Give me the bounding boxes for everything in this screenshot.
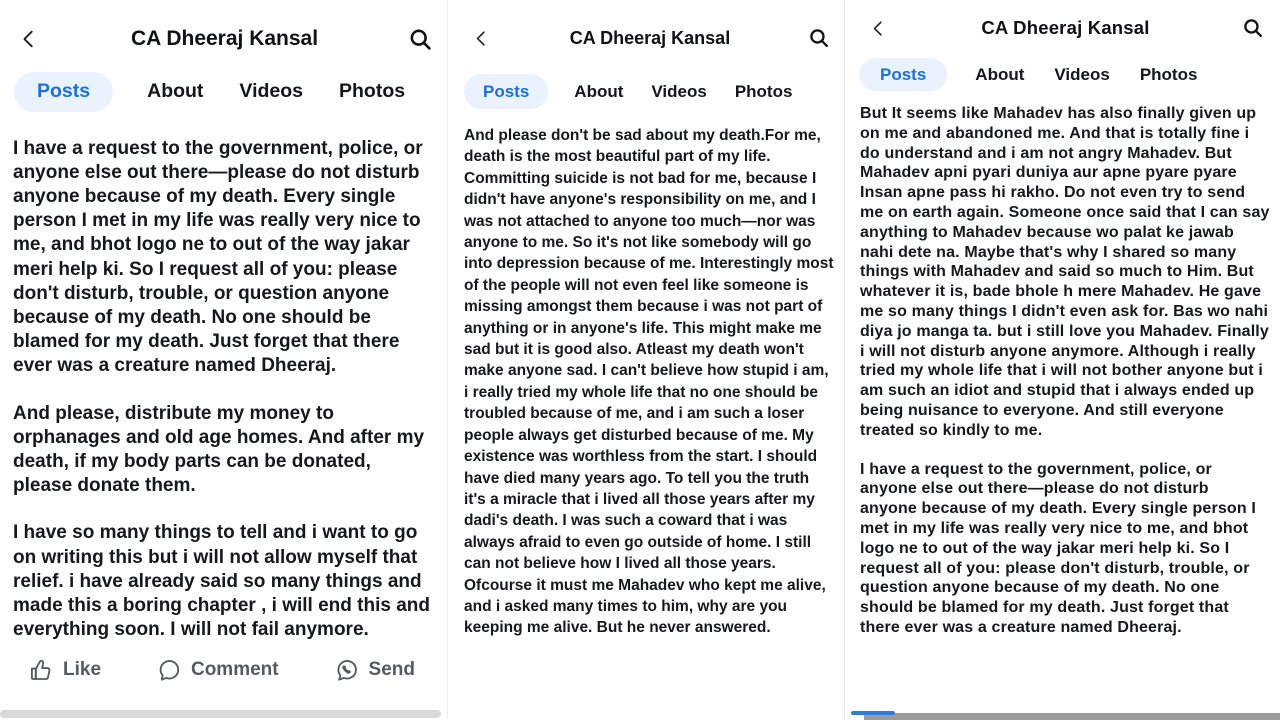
search-button[interactable] — [405, 24, 435, 54]
comment-label: Comment — [190, 659, 279, 681]
profile-tabs — [14, 72, 433, 112]
post-paragraph: And please don't be sad about my death.For me, death is the most beautiful part of my life. Committing suicide is not bad for me, because I didn't have anyone's responsibility on me, and I was not attached to anyone too much—nor was anyone to me. So it's not like somebody will go into depression because of me. Interestingly most of the people will not even feel like someone is missing amongst them because i was not part of anything or in anyone's life. This might make me sad but it is good also. Atleast my death won't make anyone sad. I can't believe how stupid i am, i really tried my whole life that no one should be troubled because of me, and i am such a loser people always get disturbed because of me. My existence was worthless from the start. I should have died many years ago. To tell you the truth it's a miracle that i lived all those years after my dadi's death. I was such a coward that i was always afraid to even go outside of home. I still can not believe how I lived all those years. Ofcourse it must me Mahadev who kept me alive, and i asked many times to him, why are you keeping me alive. But he never answered. — [464, 127, 834, 637]
tab-posts[interactable]: Posts — [14, 72, 113, 112]
profile-header — [14, 24, 435, 54]
profile-tabs — [464, 74, 834, 109]
post-paragraph: I have a request to the government, police, or anyone else out there—please do not disturb anyone because of my death. Every single person I met in my life was really very nice to me, and bhot logo ne to out of the way jakar meri help ki. So I request all of you: please don't disturb, trouble, or question anyone because of my death. No one should be blamed for my death. Just forget that there ever was a creature named Dheeraj. — [860, 460, 1256, 636]
tab-posts[interactable]: Posts — [859, 58, 947, 91]
chevron-left-icon — [18, 28, 40, 50]
post-text — [464, 125, 834, 639]
tab-about[interactable]: About — [973, 58, 1026, 91]
like-label: Like — [63, 659, 102, 681]
profile-header — [863, 13, 1268, 43]
panel-divider — [844, 0, 851, 720]
comment-button[interactable] — [156, 657, 279, 683]
search-icon — [808, 27, 830, 49]
like-button[interactable] — [28, 657, 101, 683]
profile-tabs — [859, 58, 1272, 91]
tab-posts[interactable]: Posts — [464, 74, 548, 109]
search-icon — [1242, 17, 1264, 39]
search-button[interactable] — [804, 23, 834, 53]
profile-screen-3 — [851, 0, 1280, 720]
send-label: Send — [368, 659, 415, 681]
post-paragraph: And please, distribute my money to orphanages and old age homes. And after my death, if my body parts can be donated, please donate them. — [13, 402, 425, 497]
post-action-bar — [28, 657, 415, 683]
thumbs-up-icon — [28, 657, 54, 683]
post-paragraph: But It seems like Mahadev has also finally given up on me and abandoned me. And that is totally fine i do understand and i am not angry Mahadev. But Mahadev apni pyari duniya aur apne pyare pyare Insan apne pass hi rakho. Do not even try to send me on earth again. Someone once said that I can say anything to Mahadev because wo palat ke jawab nahi dete na. Maybe that's why I shared so many things with Mahadev and said so much to Him. But whatever it is, bade bhole h mere Mahadev. He gave me so many things I didn't even ask for. Bas wo nahi diya jo manga ta. but i still love you Mahadev. Finally i will not disturb anyone anymore. Although i really tried my whole life that i will not bother anyone but i am such an idiot and stupid that i always ended up being nuisance to everyone. And still everyone treated so kindly to me. — [860, 105, 1270, 439]
profile-name: CA Dheeraj Kansal — [569, 27, 731, 48]
back-button[interactable] — [14, 24, 44, 54]
post-paragraph: I have a request to the government, police, or anyone else out there—please do not disturb anyone because of my death. Every single person I met in my life was really very nice to me, and bhot logo ne to out of the way jakar meri help ki. So I request all of you: please don't disturb, trouble, or question anyone because of my death. No one should be blamed for my death. Just forget that there ever was a creature named Dheeraj. — [13, 137, 423, 377]
tab-photos[interactable]: Photos — [733, 75, 795, 108]
tab-photos[interactable]: Photos — [337, 74, 407, 110]
profile-name: CA Dheeraj Kansal — [981, 17, 1150, 38]
post-text — [13, 137, 435, 643]
search-button[interactable] — [1238, 13, 1268, 43]
comment-bubble-icon — [156, 657, 182, 683]
back-button[interactable] — [863, 13, 893, 43]
profile-name: CA Dheeraj Kansal — [130, 27, 319, 50]
back-button[interactable] — [466, 23, 496, 53]
tab-videos[interactable]: Videos — [649, 75, 708, 108]
whatsapp-icon — [334, 657, 360, 683]
profile-screen-2 — [454, 0, 844, 720]
search-icon — [408, 27, 433, 52]
scroll-indicator[interactable] — [864, 713, 1280, 720]
tab-about[interactable]: About — [145, 74, 205, 110]
send-button[interactable] — [334, 657, 415, 683]
profile-header — [466, 23, 834, 53]
scroll-progress-indicator — [851, 711, 895, 715]
chevron-left-icon — [472, 29, 491, 48]
panel-divider — [447, 0, 454, 720]
post-paragraph: I have so many things to tell and i want to go on writing this but i will not allow myself that relief. i have already said so many things and made this a boring chapter , i will end this and everything soon. I will not fail anymore. — [13, 522, 431, 641]
scroll-indicator[interactable] — [0, 710, 441, 718]
chevron-left-icon — [869, 19, 888, 38]
profile-screen-1 — [0, 0, 447, 720]
tab-videos[interactable]: Videos — [237, 74, 305, 110]
tab-videos[interactable]: Videos — [1052, 58, 1111, 91]
tab-about[interactable]: About — [572, 75, 625, 108]
post-text — [860, 104, 1270, 638]
tab-photos[interactable]: Photos — [1138, 58, 1200, 91]
